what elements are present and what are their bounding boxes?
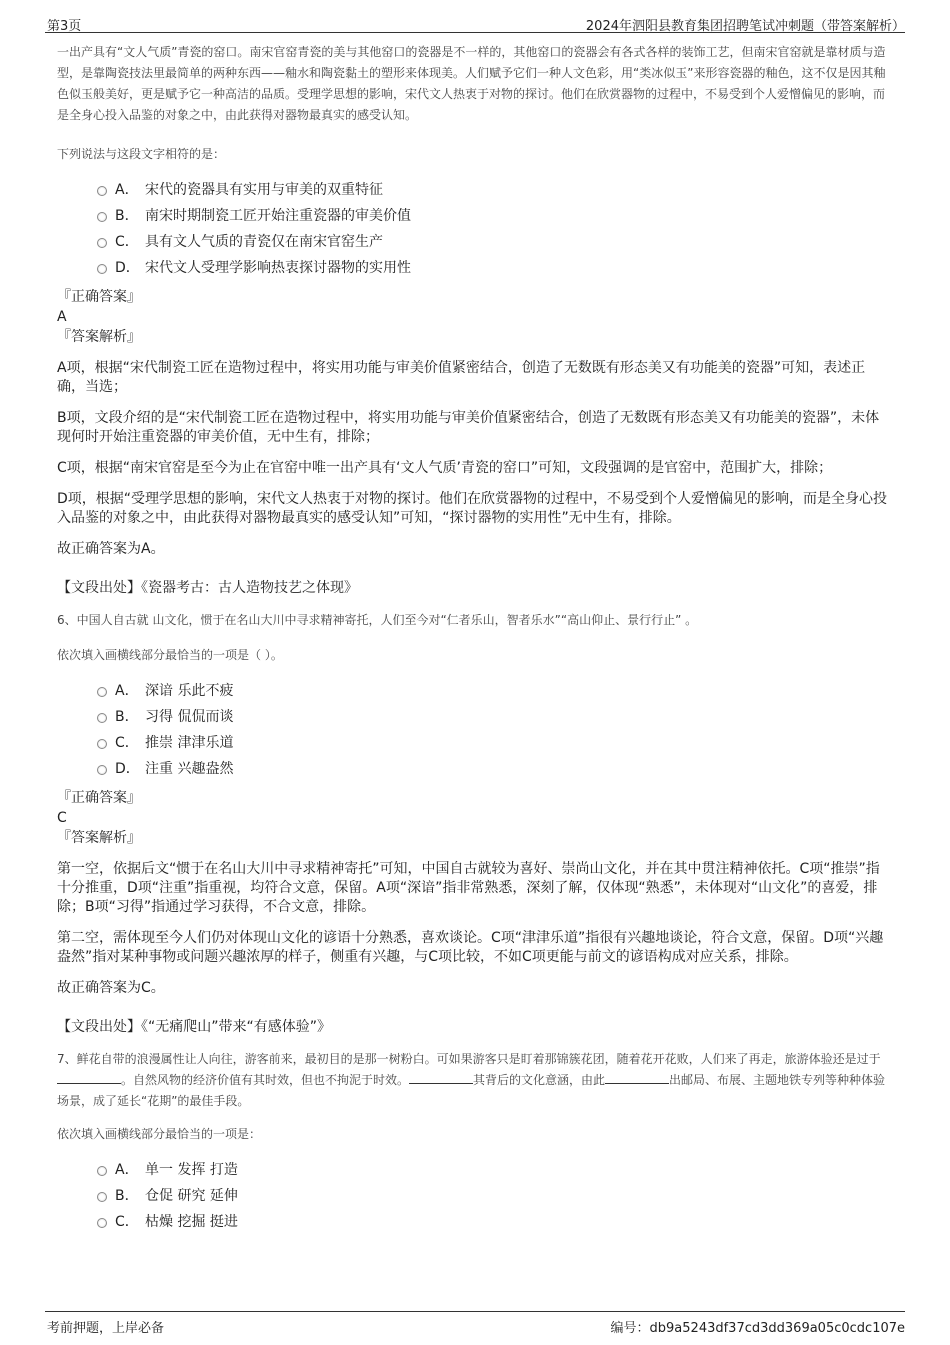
q6-analysis-first-blank: 第一空，依据后文“惯于在名山大川中寻求精神寄托”可知，中国自古就较为喜好、崇尚山文化，并在其中贯注精神依托。C项“推崇”指十分推重，D项“注重”指重视，均符合文意，保留。A项“深谙”指非常熟悉，深刻了解，仅体现“熟悉”，未体现对“山文化”的喜爱，排除；B项“习得”指通过学习获得，不合文意，排除。 (57, 861, 880, 915)
radio-icon[interactable] (97, 1218, 107, 1228)
radio-icon[interactable] (97, 713, 107, 723)
q7-option-a[interactable]: A． 单一 发挥 打造 (57, 1157, 888, 1183)
q5-answer-label: 『正确答案』 (57, 289, 141, 305)
q5-source: 【文段出处】《瓷器考古：古人造物技艺之体现》 (57, 580, 358, 596)
q5-option-a[interactable]: A． 宋代的瓷器具有实用与审美的双重特征 (57, 177, 888, 203)
q7-blank-1 (57, 1071, 121, 1084)
radio-icon[interactable] (97, 238, 107, 248)
q7-option-c[interactable]: C． 枯燥 挖掘 挺进 (57, 1209, 888, 1235)
q5-analysis-d: D项，根据“受理学思想的影响，宋代文人热衷于对物的探讨。他们在欣赏器物的过程中，不易受到个人爱憎偏见的影响，而是全身心投入品鉴的对象之中，由此获得对器物最真实的感受认知”可知，“探讨器物的实用性”无中生有，排除。 (57, 491, 888, 526)
q6-option-a[interactable]: A． 深谙 乐此不疲 (57, 678, 888, 704)
q5-option-d[interactable]: D． 宋代文人受理学影响热衷探讨器物的实用性 (57, 255, 888, 281)
q6-option-b[interactable]: B． 习得 侃侃而谈 (57, 704, 888, 730)
q5-conclusion: 故正确答案为A。 (57, 541, 165, 557)
document-serial: 编号：db9a5243df37cd3dd369a05c0cdc107e (610, 1321, 905, 1336)
q6-conclusion: 故正确答案为C。 (57, 980, 165, 996)
q7-option-b[interactable]: B． 仓促 研究 延伸 (57, 1183, 888, 1209)
q7-stem: 7、鲜花自带的浪漫属性让人向往，游客前来，最初目的是那一树粉白。可如果游客只是盯着那锦簇花团，随着花开花败，人们来了再走，旅游体验还是过于。自然风物的经济价值有其时效，但也不拘泥于时效。 其背后的文化意涵，由此 出邮局、布展、主题地铁专列等种种体验场景，成了延长“花期”的最佳手段。 (57, 1052, 886, 1108)
radio-icon[interactable] (97, 687, 107, 697)
q5-answer: A (57, 309, 67, 325)
radio-icon[interactable] (97, 739, 107, 749)
header-divider (45, 32, 905, 33)
radio-icon[interactable] (97, 212, 107, 222)
q5-prompt: 下列说法与这段文字相符的是： (57, 147, 226, 161)
q5-passage: 一出产具有“文人气质”青瓷的窑口。南宋官窑青瓷的美与其他窑口的瓷器是不一样的，其他窑口的瓷器会有各式各样的装饰工艺，但南宋官窑就是靠材质与造型，是靠陶瓷技法里最简单的两种东西——釉水和陶瓷黏土的塑形来体现美。人们赋予它们一种人文色彩，用“类冰似玉”来形容瓷器的釉色，这不仅是因其釉色似玉般美好，更是赋予它一种高洁的品质。受理学思想的影响，宋代文人热衷于对物的探讨。他们在欣赏器物的过程中，不易受到个人爱憎偏见的影响，而是全身心投入品鉴的对象之中，由此获得对器物最真实的感受认知。 (57, 45, 886, 122)
radio-icon[interactable] (97, 1166, 107, 1176)
q5-option-c[interactable]: C． 具有文人气质的青瓷仅在南宋官窑生产 (57, 229, 888, 255)
page-footer (0, 1311, 950, 1345)
footer-divider (45, 1311, 905, 1312)
q6-option-d[interactable]: D． 注重 兴趣盎然 (57, 756, 888, 782)
radio-icon[interactable] (97, 264, 107, 274)
footer-note: 考前押题，上岸必备 (47, 1321, 165, 1336)
q5-analysis-label: 『答案解析』 (57, 329, 141, 345)
q7-blank-3 (605, 1071, 669, 1084)
q6-analysis-second-blank: 第二空，需体现至今人们仍对体现山文化的谚语十分熟悉，喜欢谈论。C项“津津乐道”指很有兴趣地谈论，符合文意，保留。D项“兴趣盎然”指对某种事物或问题兴趣浓厚的样子，侧重有兴趣，与C项比较，不如C项更能与前文的谚语构成对应关系，排除。 (57, 930, 884, 965)
q6-answer: C (57, 810, 67, 826)
page-header (0, 0, 950, 32)
q5-analysis-a: A项，根据“宋代制瓷工匠在造物过程中，将实用功能与审美价值紧密结合，创造了无数既有形态美又有功能美的瓷器”可知，表述正确，当选； (57, 360, 866, 395)
page-number: 第3页 (47, 19, 82, 34)
q6-option-c[interactable]: C． 推崇 津津乐道 (57, 730, 888, 756)
q6-analysis-label: 『答案解析』 (57, 830, 141, 846)
q7-blank-2 (409, 1071, 473, 1084)
q6-stem: 6、中国人自古就 山文化，惯于在名山大川中寻求精神寄托，人们至今对“仁者乐山，智者乐水”“高山仰止、景行行止” 。 (57, 613, 698, 627)
q6-options (57, 678, 888, 782)
document-title: 2024年泗阳县教育集团招聘笔试冲刺题（带答案解析） (585, 19, 905, 34)
radio-icon[interactable] (97, 765, 107, 775)
q5-option-b[interactable]: B． 南宋时期制瓷工匠开始注重瓷器的审美价值 (57, 203, 888, 229)
q6-prompt: 依次填入画横线部分最恰当的一项是（ ）。 (57, 648, 283, 662)
q5-analysis-c: C项，根据“南宋官窑是至今为止在官窑中唯一出产具有‘文人气质’青瓷的窑口”可知，文段强调的是官窑中，范围扩大，排除； (57, 460, 833, 476)
radio-icon[interactable] (97, 186, 107, 196)
q6-answer-label: 『正确答案』 (57, 790, 141, 806)
q7-prompt: 依次填入画横线部分最恰当的一项是： (57, 1127, 262, 1141)
q6-source: 【文段出处】《“无痛爬山”带来“有感体验”》 (57, 1019, 332, 1035)
q7-options (57, 1157, 888, 1235)
page-content (57, 34, 888, 1235)
q5-options (57, 177, 888, 281)
q5-analysis-b: B项，文段介绍的是“宋代制瓷工匠在造物过程中，将实用功能与审美价值紧密结合，创造了无数既有形态美又有功能美的瓷器”，未体现何时开始注重瓷器的审美价值，无中生有，排除； (57, 410, 880, 445)
radio-icon[interactable] (97, 1192, 107, 1202)
